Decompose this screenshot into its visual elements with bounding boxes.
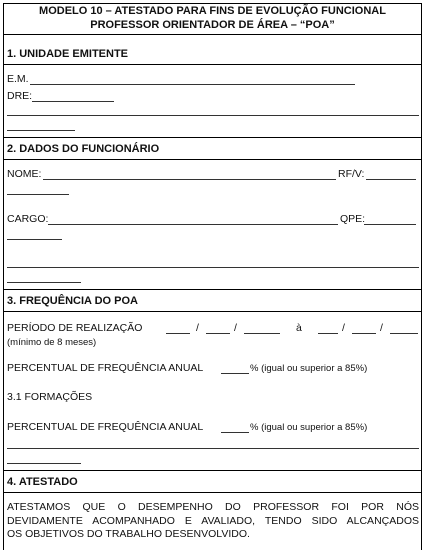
form-title-line2: PROFESSOR ORIENTADOR DE ÁREA – “POA” (90, 19, 335, 31)
divider (4, 34, 421, 35)
periodo-fim-mes-field[interactable] (352, 333, 376, 334)
periodo-fim-ano-field[interactable] (390, 333, 418, 334)
em-label: E.M. (7, 73, 29, 85)
form-frame (3, 3, 422, 550)
section-2-title: 2. DADOS DO FUNCIONÁRIO (7, 143, 160, 155)
rfv-field[interactable] (366, 179, 416, 180)
date-separator: / (196, 322, 199, 334)
divider (4, 289, 421, 290)
funcionario-extra-line-short[interactable] (7, 282, 81, 283)
periodo-label: PERÍODO DE REALIZAÇÃO (7, 322, 143, 334)
rfv-field-continued[interactable] (7, 194, 69, 195)
atestado-text-line1: ATESTAMOS QUE O DESEMPENHO DO PROFESSOR FOI POR NÓS (7, 501, 419, 513)
formacoes-title: 3.1 FORMAÇÕES (7, 391, 93, 403)
periodo-inicio-dia-field[interactable] (166, 333, 190, 334)
periodo-fim-dia-field[interactable] (318, 333, 338, 334)
section-4-title: 4. ATESTADO (7, 476, 78, 488)
divider (4, 137, 421, 138)
divider (4, 159, 421, 160)
atestado-text-line3: OS OBJETIVOS DO TRABALHO DESENVOLVIDO. (7, 528, 250, 540)
cargo-field[interactable] (48, 224, 338, 225)
date-separator: / (380, 322, 383, 334)
minimo-note: (mínimo de 8 meses) (7, 337, 97, 348)
funcionario-extra-line[interactable] (7, 267, 419, 268)
divider (4, 64, 421, 65)
frequencia-extra-line-short[interactable] (7, 463, 81, 464)
frequencia-formacoes-label: PERCENTUAL DE FREQUÊNCIA ANUAL (7, 421, 204, 433)
periodo-a-label: à (296, 322, 302, 334)
frequencia-field[interactable] (221, 373, 249, 374)
cargo-label: CARGO: (7, 213, 49, 225)
form-title-line1: MODELO 10 – ATESTADO PARA FINS DE EVOLUÇÃO FUNCIONAL (39, 5, 386, 17)
divider (4, 492, 421, 493)
dre-field[interactable] (32, 101, 114, 102)
periodo-inicio-ano-field[interactable] (244, 333, 280, 334)
dre-label: DRE: (7, 90, 33, 102)
divider (4, 470, 421, 471)
frequencia-formacoes-field[interactable] (221, 432, 249, 433)
periodo-inicio-mes-field[interactable] (206, 333, 230, 334)
date-separator: / (234, 322, 237, 334)
nome-field[interactable] (43, 179, 336, 180)
frequencia-suffix: % (igual ou superior a 85%) (250, 363, 368, 374)
qpe-label: QPE: (340, 213, 366, 225)
qpe-field[interactable] (364, 224, 416, 225)
section-3-title: 3. FREQUÊNCIA DO POA (7, 295, 138, 307)
frequencia-extra-line[interactable] (7, 448, 419, 449)
em-extra-line[interactable] (7, 115, 419, 116)
nome-label: NOME: (7, 168, 42, 180)
frequencia-label: PERCENTUAL DE FREQUÊNCIA ANUAL (7, 362, 204, 374)
em-field[interactable] (30, 84, 355, 85)
rfv-label: RF/V: (338, 168, 365, 180)
frequencia-formacoes-suffix: % (igual ou superior a 85%) (250, 422, 368, 433)
atestado-text-line2: DEVIDAMENTE ACOMPANHADO E AVALIADO, TENDO SIDO ALCANÇADOS (7, 515, 419, 527)
date-separator: / (342, 322, 345, 334)
divider (4, 311, 421, 312)
em-extra-line-short[interactable] (7, 130, 75, 131)
qpe-field-continued[interactable] (7, 239, 62, 240)
section-1-title: 1. UNIDADE EMITENTE (7, 48, 129, 60)
